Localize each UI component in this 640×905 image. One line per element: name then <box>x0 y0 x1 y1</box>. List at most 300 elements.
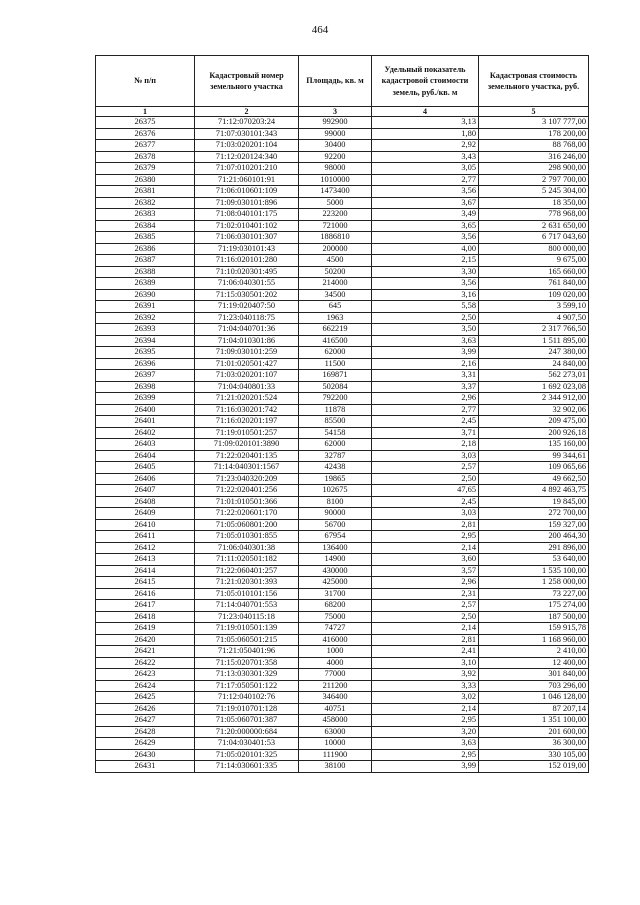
row-number-cell: 26394 <box>96 335 195 347</box>
area-cell: 136400 <box>299 542 372 554</box>
row-number-cell: 26376 <box>96 128 195 140</box>
row-number-cell: 26417 <box>96 600 195 612</box>
table-row <box>96 634 589 646</box>
table-row <box>96 393 589 405</box>
table-row <box>96 761 589 773</box>
table-row <box>96 531 589 543</box>
table-header-row <box>96 56 589 107</box>
area-cell: 721000 <box>299 220 372 232</box>
unit-value-cell: 2,92 <box>372 140 479 152</box>
table-row <box>96 220 589 232</box>
area-cell: 67954 <box>299 531 372 543</box>
cadastral-value-cell: 4 892 463,75 <box>479 485 589 497</box>
row-number-cell: 26398 <box>96 381 195 393</box>
area-cell: 74727 <box>299 623 372 635</box>
area-cell: 645 <box>299 301 372 313</box>
table-row <box>96 519 589 531</box>
table-row <box>96 381 589 393</box>
table-row <box>96 117 589 129</box>
table-row <box>96 554 589 566</box>
unit-value-cell: 2,96 <box>372 393 479 405</box>
cadastral-number-cell: 71:23:040118:75 <box>195 312 299 324</box>
table-row <box>96 542 589 554</box>
cadastral-number-cell: 71:21:060101:91 <box>195 174 299 186</box>
row-number-cell: 26400 <box>96 404 195 416</box>
table-row <box>96 347 589 359</box>
cadastral-value-cell: 5 245 304,00 <box>479 186 589 198</box>
cadastral-value-cell: 3 599,10 <box>479 301 589 313</box>
unit-value-cell: 3,03 <box>372 508 479 520</box>
area-cell: 98000 <box>299 163 372 175</box>
unit-value-cell: 5,58 <box>372 301 479 313</box>
cadastral-number-cell: 71:05:010301:855 <box>195 531 299 543</box>
cadastral-value-cell: 1 351 100,00 <box>479 715 589 727</box>
cadastral-number-cell: 71:05:010101:156 <box>195 588 299 600</box>
cadastral-number-cell: 71:12:020124:340 <box>195 151 299 163</box>
row-number-cell: 26410 <box>96 519 195 531</box>
unit-value-cell: 3,92 <box>372 669 479 681</box>
area-cell: 214000 <box>299 278 372 290</box>
cadastral-number-cell: 71:21:050401:96 <box>195 646 299 658</box>
cadastral-value-cell: 778 968,00 <box>479 209 589 221</box>
table-row <box>96 404 589 416</box>
table-row <box>96 209 589 221</box>
table-row <box>96 611 589 623</box>
unit-value-cell: 3,67 <box>372 197 479 209</box>
cadastral-number-cell: 71:06:040301:55 <box>195 278 299 290</box>
unit-value-cell: 3,02 <box>372 692 479 704</box>
cadastral-value-cell: 330 105,00 <box>479 749 589 761</box>
area-cell: 77000 <box>299 669 372 681</box>
table-row <box>96 450 589 462</box>
unit-value-cell: 2,15 <box>372 255 479 267</box>
area-cell: 425000 <box>299 577 372 589</box>
cadastral-value-cell: 49 662,50 <box>479 473 589 485</box>
table-row <box>96 565 589 577</box>
area-cell: 54158 <box>299 427 372 439</box>
unit-value-cell: 2,96 <box>372 577 479 589</box>
row-number-cell: 26405 <box>96 462 195 474</box>
cadastral-value-cell: 19 845,00 <box>479 496 589 508</box>
cadastral-value-cell: 200 926,18 <box>479 427 589 439</box>
unit-value-cell: 2,81 <box>372 634 479 646</box>
table-row <box>96 692 589 704</box>
area-cell: 85500 <box>299 416 372 428</box>
cadastral-value-cell: 159 327,00 <box>479 519 589 531</box>
cadastral-value-cell: 109 020,00 <box>479 289 589 301</box>
table-row <box>96 243 589 255</box>
unit-value-cell: 3,99 <box>372 347 479 359</box>
cadastral-value-cell: 109 065,66 <box>479 462 589 474</box>
cadastral-number-cell: 71:06:040301:38 <box>195 542 299 554</box>
column-number: 1 <box>96 107 195 117</box>
row-number-cell: 26427 <box>96 715 195 727</box>
row-number-cell: 26388 <box>96 266 195 278</box>
cadastral-value-cell: 272 700,00 <box>479 508 589 520</box>
row-number-cell: 26431 <box>96 761 195 773</box>
row-number-cell: 26385 <box>96 232 195 244</box>
unit-value-cell: 2,95 <box>372 531 479 543</box>
cadastral-number-cell: 71:22:020401:135 <box>195 450 299 462</box>
unit-value-cell: 3,50 <box>372 324 479 336</box>
table-row <box>96 335 589 347</box>
cadastral-value-cell: 1 692 023,08 <box>479 381 589 393</box>
cadastral-number-cell: 71:04:040801:33 <box>195 381 299 393</box>
cadastral-value-cell: 1 046 128,00 <box>479 692 589 704</box>
header-unit-value: Удельный показатель кадастровой стоимости земель, руб./кв. м <box>372 56 479 107</box>
cadastral-value-cell: 88 768,00 <box>479 140 589 152</box>
table-row <box>96 715 589 727</box>
cadastral-value-cell: 703 296,00 <box>479 680 589 692</box>
cadastral-value-cell: 32 902,06 <box>479 404 589 416</box>
area-cell: 99000 <box>299 128 372 140</box>
row-number-cell: 26421 <box>96 646 195 658</box>
cadastral-number-cell: 71:19:020407:50 <box>195 301 299 313</box>
cadastral-number-cell: 71:13:030301:329 <box>195 669 299 681</box>
cadastral-number-cell: 71:06:010601:109 <box>195 186 299 198</box>
column-number: 5 <box>479 107 589 117</box>
table-row <box>96 726 589 738</box>
table-row <box>96 473 589 485</box>
table-row <box>96 600 589 612</box>
cadastral-number-cell: 71:03:020201:107 <box>195 370 299 382</box>
row-number-cell: 26402 <box>96 427 195 439</box>
unit-value-cell: 47,65 <box>372 485 479 497</box>
table-row <box>96 289 589 301</box>
unit-value-cell: 3,63 <box>372 738 479 750</box>
area-cell: 1000 <box>299 646 372 658</box>
cadastral-value-cell: 761 840,00 <box>479 278 589 290</box>
area-cell: 40751 <box>299 703 372 715</box>
unit-value-cell: 2,45 <box>372 496 479 508</box>
cadastral-value-cell: 2 797 700,00 <box>479 174 589 186</box>
cadastral-number-cell: 71:05:020101:325 <box>195 749 299 761</box>
cadastral-value-cell: 165 660,00 <box>479 266 589 278</box>
row-number-cell: 26392 <box>96 312 195 324</box>
area-cell: 111900 <box>299 749 372 761</box>
unit-value-cell: 3,71 <box>372 427 479 439</box>
area-cell: 30400 <box>299 140 372 152</box>
unit-value-cell: 3,65 <box>372 220 479 232</box>
unit-value-cell: 3,33 <box>372 680 479 692</box>
area-cell: 62000 <box>299 347 372 359</box>
unit-value-cell: 3,99 <box>372 761 479 773</box>
column-number-row <box>96 107 589 117</box>
unit-value-cell: 2,45 <box>372 416 479 428</box>
cadastral-number-cell: 71:23:040320:209 <box>195 473 299 485</box>
table-row <box>96 140 589 152</box>
row-number-cell: 26401 <box>96 416 195 428</box>
cadastral-value-cell: 24 840,00 <box>479 358 589 370</box>
cadastral-value-cell: 800 000,00 <box>479 243 589 255</box>
row-number-cell: 26383 <box>96 209 195 221</box>
row-number-cell: 26387 <box>96 255 195 267</box>
area-cell: 11878 <box>299 404 372 416</box>
row-number-cell: 26378 <box>96 151 195 163</box>
cadastral-value-cell: 1 535 100,00 <box>479 565 589 577</box>
row-number-cell: 26416 <box>96 588 195 600</box>
unit-value-cell: 3,03 <box>372 450 479 462</box>
area-cell: 416500 <box>299 335 372 347</box>
area-cell: 42438 <box>299 462 372 474</box>
page-number: 464 <box>311 24 329 36</box>
table-row <box>96 577 589 589</box>
row-number-cell: 26380 <box>96 174 195 186</box>
cadastral-number-cell: 71:05:060801:200 <box>195 519 299 531</box>
cadastral-number-cell: 71:07:010201:210 <box>195 163 299 175</box>
cadastral-value-cell: 209 475,00 <box>479 416 589 428</box>
table-row <box>96 163 589 175</box>
row-number-cell: 26428 <box>96 726 195 738</box>
cadastral-number-cell: 71:04:040701:36 <box>195 324 299 336</box>
cadastral-number-cell: 71:14:040301:1567 <box>195 462 299 474</box>
unit-value-cell: 2,77 <box>372 174 479 186</box>
row-number-cell: 26429 <box>96 738 195 750</box>
unit-value-cell: 3,16 <box>372 289 479 301</box>
unit-value-cell: 2,14 <box>372 623 479 635</box>
row-number-cell: 26409 <box>96 508 195 520</box>
table-row <box>96 278 589 290</box>
table-row <box>96 680 589 692</box>
unit-value-cell: 3,56 <box>372 186 479 198</box>
row-number-cell: 26382 <box>96 197 195 209</box>
row-number-cell: 26389 <box>96 278 195 290</box>
area-cell: 56700 <box>299 519 372 531</box>
unit-value-cell: 2,57 <box>372 462 479 474</box>
area-cell: 92200 <box>299 151 372 163</box>
area-cell: 662219 <box>299 324 372 336</box>
row-number-cell: 26425 <box>96 692 195 704</box>
unit-value-cell: 2,50 <box>372 312 479 324</box>
cadastral-number-cell: 71:09:030101:259 <box>195 347 299 359</box>
cadastral-number-cell: 71:01:010501:366 <box>195 496 299 508</box>
row-number-cell: 26414 <box>96 565 195 577</box>
row-number-cell: 26397 <box>96 370 195 382</box>
row-number-cell: 26395 <box>96 347 195 359</box>
table-row <box>96 324 589 336</box>
header-row-number: № п/п <box>96 56 195 107</box>
unit-value-cell: 3,10 <box>372 657 479 669</box>
area-cell: 430000 <box>299 565 372 577</box>
table-row <box>96 232 589 244</box>
cadastral-value-cell: 562 273,01 <box>479 370 589 382</box>
cadastral-number-cell: 71:01:020501:427 <box>195 358 299 370</box>
row-number-cell: 26404 <box>96 450 195 462</box>
cadastral-number-cell: 71:09:030101:896 <box>195 197 299 209</box>
unit-value-cell: 2,81 <box>372 519 479 531</box>
area-cell: 5000 <box>299 197 372 209</box>
cadastral-value-cell: 2 631 650,00 <box>479 220 589 232</box>
unit-value-cell: 2,14 <box>372 542 479 554</box>
area-cell: 458000 <box>299 715 372 727</box>
unit-value-cell: 3,31 <box>372 370 479 382</box>
unit-value-cell: 2,41 <box>372 646 479 658</box>
cadastral-number-cell: 71:16:020201:197 <box>195 416 299 428</box>
row-number-cell: 26406 <box>96 473 195 485</box>
cadastral-number-cell: 71:06:030101:307 <box>195 232 299 244</box>
cadastral-value-cell: 135 160,00 <box>479 439 589 451</box>
cadastral-value-cell: 6 717 043,60 <box>479 232 589 244</box>
cadastral-number-cell: 71:22:060401:257 <box>195 565 299 577</box>
cadastral-number-cell: 71:19:030101:43 <box>195 243 299 255</box>
cadastral-number-cell: 71:03:020201:104 <box>195 140 299 152</box>
table-row <box>96 427 589 439</box>
area-cell: 68200 <box>299 600 372 612</box>
table-row <box>96 738 589 750</box>
cadastral-value-cell: 99 344,61 <box>479 450 589 462</box>
area-cell: 169871 <box>299 370 372 382</box>
cadastral-number-cell: 71:19:010501:257 <box>195 427 299 439</box>
cadastral-value-cell: 2 317 766,50 <box>479 324 589 336</box>
unit-value-cell: 2,31 <box>372 588 479 600</box>
area-cell: 223200 <box>299 209 372 221</box>
cadastral-value-cell: 159 915,78 <box>479 623 589 635</box>
unit-value-cell: 3,13 <box>372 117 479 129</box>
row-number-cell: 26381 <box>96 186 195 198</box>
header-cadastral-number: Кадастровый номер земельного участка <box>195 56 299 107</box>
area-cell: 102675 <box>299 485 372 497</box>
table-row <box>96 301 589 313</box>
table-row <box>96 174 589 186</box>
cadastral-value-cell: 87 207,14 <box>479 703 589 715</box>
area-cell: 19865 <box>299 473 372 485</box>
table-row <box>96 703 589 715</box>
cadastral-number-cell: 71:21:020201:524 <box>195 393 299 405</box>
unit-value-cell: 2,50 <box>372 611 479 623</box>
area-cell: 1886810 <box>299 232 372 244</box>
row-number-cell: 26375 <box>96 117 195 129</box>
cadastral-value-cell: 178 200,00 <box>479 128 589 140</box>
cadastral-value-cell: 291 896,00 <box>479 542 589 554</box>
row-number-cell: 26408 <box>96 496 195 508</box>
cadastral-number-cell: 71:19:010701:128 <box>195 703 299 715</box>
row-number-cell: 26403 <box>96 439 195 451</box>
unit-value-cell: 2,14 <box>372 703 479 715</box>
cadastral-value-cell: 298 900,00 <box>479 163 589 175</box>
area-cell: 62000 <box>299 439 372 451</box>
row-number-cell: 26415 <box>96 577 195 589</box>
header-cadastral-value: Кадастровая стоимость земельного участка, руб. <box>479 56 589 107</box>
area-cell: 8100 <box>299 496 372 508</box>
area-cell: 502084 <box>299 381 372 393</box>
area-cell: 200000 <box>299 243 372 255</box>
table-row <box>96 358 589 370</box>
table-row <box>96 312 589 324</box>
unit-value-cell: 3,60 <box>372 554 479 566</box>
cadastral-value-cell: 1 168 960,00 <box>479 634 589 646</box>
table-row <box>96 485 589 497</box>
cadastral-number-cell: 71:22:020601:170 <box>195 508 299 520</box>
table-row <box>96 439 589 451</box>
cadastral-value-cell: 73 227,00 <box>479 588 589 600</box>
cadastral-number-cell: 71:16:030201:742 <box>195 404 299 416</box>
cadastral-number-cell: 71:17:050501:122 <box>195 680 299 692</box>
table-row <box>96 266 589 278</box>
area-cell: 63000 <box>299 726 372 738</box>
cadastral-value-cell: 18 350,00 <box>479 197 589 209</box>
area-cell: 211200 <box>299 680 372 692</box>
row-number-cell: 26418 <box>96 611 195 623</box>
area-cell: 10000 <box>299 738 372 750</box>
row-number-cell: 26422 <box>96 657 195 669</box>
table-row <box>96 186 589 198</box>
cadastral-table <box>95 55 589 773</box>
cadastral-value-cell: 1 511 895,00 <box>479 335 589 347</box>
row-number-cell: 26419 <box>96 623 195 635</box>
area-cell: 416000 <box>299 634 372 646</box>
table-row <box>96 255 589 267</box>
table-row <box>96 151 589 163</box>
unit-value-cell: 2,57 <box>372 600 479 612</box>
cadastral-value-cell: 4 907,50 <box>479 312 589 324</box>
row-number-cell: 26412 <box>96 542 195 554</box>
cadastral-value-cell: 201 600,00 <box>479 726 589 738</box>
row-number-cell: 26391 <box>96 301 195 313</box>
row-number-cell: 26396 <box>96 358 195 370</box>
cadastral-number-cell: 71:14:030601:335 <box>195 761 299 773</box>
cadastral-number-cell: 71:02:010401:102 <box>195 220 299 232</box>
cadastral-value-cell: 187 500,00 <box>479 611 589 623</box>
area-cell: 4500 <box>299 255 372 267</box>
table-row <box>96 128 589 140</box>
cadastral-number-cell: 71:04:010301:86 <box>195 335 299 347</box>
table-body <box>96 117 589 773</box>
table-row <box>96 197 589 209</box>
area-cell: 346400 <box>299 692 372 704</box>
row-number-cell: 26390 <box>96 289 195 301</box>
row-number-cell: 26399 <box>96 393 195 405</box>
unit-value-cell: 2,18 <box>372 439 479 451</box>
area-cell: 34500 <box>299 289 372 301</box>
row-number-cell: 26386 <box>96 243 195 255</box>
unit-value-cell: 3,30 <box>372 266 479 278</box>
cadastral-value-cell: 175 274,00 <box>479 600 589 612</box>
table-row <box>96 749 589 761</box>
cadastral-value-cell: 9 675,00 <box>479 255 589 267</box>
unit-value-cell: 2,77 <box>372 404 479 416</box>
area-cell: 31700 <box>299 588 372 600</box>
cadastral-number-cell: 71:05:060501:215 <box>195 634 299 646</box>
unit-value-cell: 2,95 <box>372 715 479 727</box>
area-cell: 38100 <box>299 761 372 773</box>
table-row <box>96 669 589 681</box>
unit-value-cell: 3,37 <box>372 381 479 393</box>
cadastral-value-cell: 316 246,00 <box>479 151 589 163</box>
cadastral-number-cell: 71:12:040102:76 <box>195 692 299 704</box>
table-row <box>96 657 589 669</box>
unit-value-cell: 3,49 <box>372 209 479 221</box>
cadastral-value-cell: 2 410,00 <box>479 646 589 658</box>
row-number-cell: 26420 <box>96 634 195 646</box>
area-cell: 75000 <box>299 611 372 623</box>
cadastral-number-cell: 71:10:020301:495 <box>195 266 299 278</box>
cadastral-number-cell: 71:11:020501:182 <box>195 554 299 566</box>
unit-value-cell: 3,57 <box>372 565 479 577</box>
unit-value-cell: 3,05 <box>372 163 479 175</box>
unit-value-cell: 2,50 <box>372 473 479 485</box>
table-row <box>96 496 589 508</box>
area-cell: 90000 <box>299 508 372 520</box>
row-number-cell: 26384 <box>96 220 195 232</box>
cadastral-number-cell: 71:08:040101:175 <box>195 209 299 221</box>
area-cell: 1963 <box>299 312 372 324</box>
row-number-cell: 26407 <box>96 485 195 497</box>
cadastral-number-cell: 71:07:030101:343 <box>195 128 299 140</box>
area-cell: 792200 <box>299 393 372 405</box>
cadastral-value-cell: 152 019,00 <box>479 761 589 773</box>
cadastral-value-cell: 200 464,30 <box>479 531 589 543</box>
table-row <box>96 508 589 520</box>
